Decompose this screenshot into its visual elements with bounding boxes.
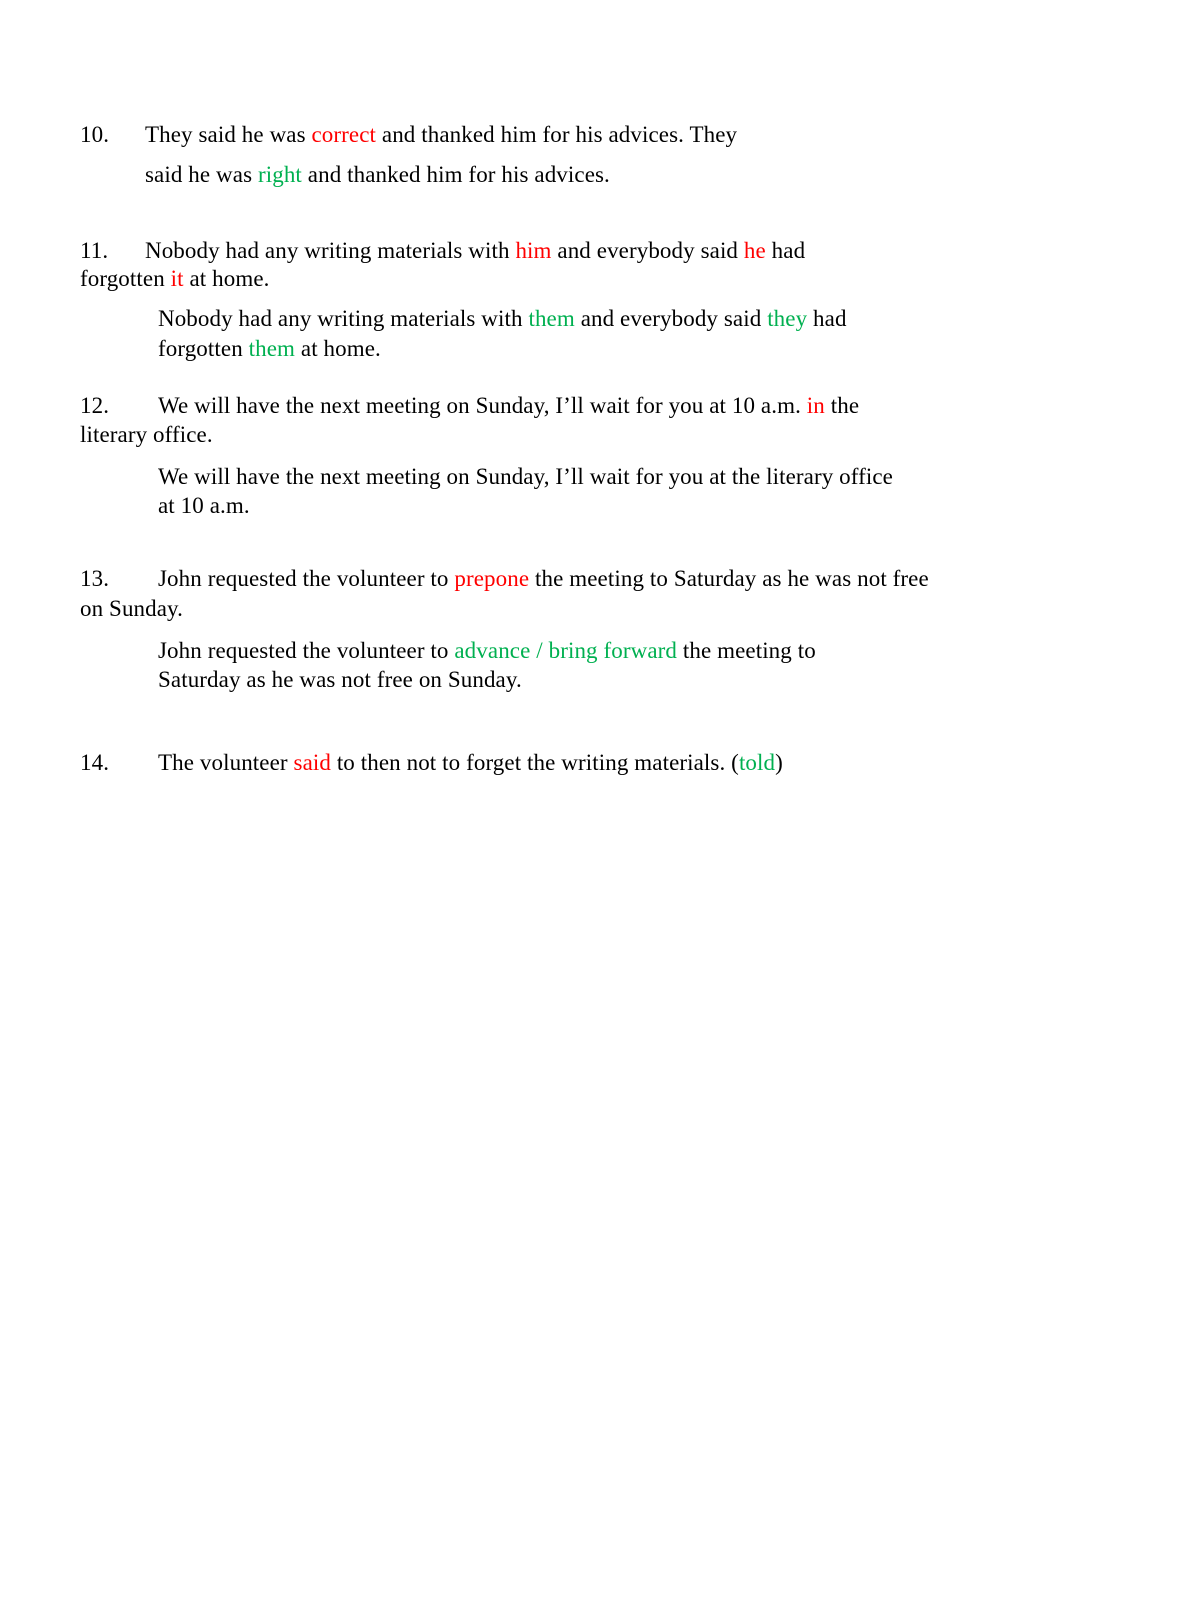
item-number: 12. xyxy=(80,393,110,418)
corrected-sentence: Nobody had any writing materials with them and everybody said they had xyxy=(158,306,847,331)
original-sentence: John requested the volunteer to prepone the meeting to Saturday as he was not free xyxy=(158,566,929,591)
corrected-sentence: We will have the next meeting on Sunday, I’ll wait for you at the literary office xyxy=(158,464,893,489)
corrected-sentence-continued: Saturday as he was not free on Sunday. xyxy=(158,667,522,692)
correction-word: them xyxy=(528,306,575,331)
original-sentence: Nobody had any writing materials with him and everybody said he had xyxy=(145,238,806,263)
original-sentence: They said he was correct and thanked him for his advices. They xyxy=(145,122,738,147)
original-sentence: We will have the next meeting on Sunday, I’ll wait for you at 10 a.m. in the xyxy=(158,393,860,418)
item-number: 10. xyxy=(80,122,110,147)
error-word: prepone xyxy=(454,566,530,591)
corrected-sentence: said he was right and thanked him for his advices. xyxy=(145,162,610,187)
original-sentence-continued: forgotten it at home. xyxy=(80,266,270,291)
corrected-sentence-continued: at 10 a.m. xyxy=(158,493,250,518)
item-number: 14. xyxy=(80,750,110,775)
error-word: said xyxy=(293,750,331,775)
original-sentence-continued: literary office. xyxy=(80,422,213,447)
correction-word: right xyxy=(257,162,302,187)
error-word: in xyxy=(806,393,825,418)
correction-word: advance / bring forward xyxy=(454,638,677,663)
item-number: 11. xyxy=(80,238,109,263)
original-sentence: The volunteer said to then not to forget the writing materials. (told) xyxy=(158,750,783,775)
correction-word: they xyxy=(767,306,808,331)
original-sentence-continued: on Sunday. xyxy=(80,596,184,621)
corrected-sentence: John requested the volunteer to advance / bring forward the meeting to xyxy=(158,638,816,663)
corrected-sentence-continued: forgotten them at home. xyxy=(158,336,381,361)
correction-word: told xyxy=(738,750,776,775)
item-number: 13. xyxy=(80,566,110,591)
error-word: correct xyxy=(311,122,377,147)
correction-word: them xyxy=(248,336,296,361)
error-word: it xyxy=(170,266,184,291)
error-word: he xyxy=(743,238,766,263)
error-word: him xyxy=(515,238,552,263)
